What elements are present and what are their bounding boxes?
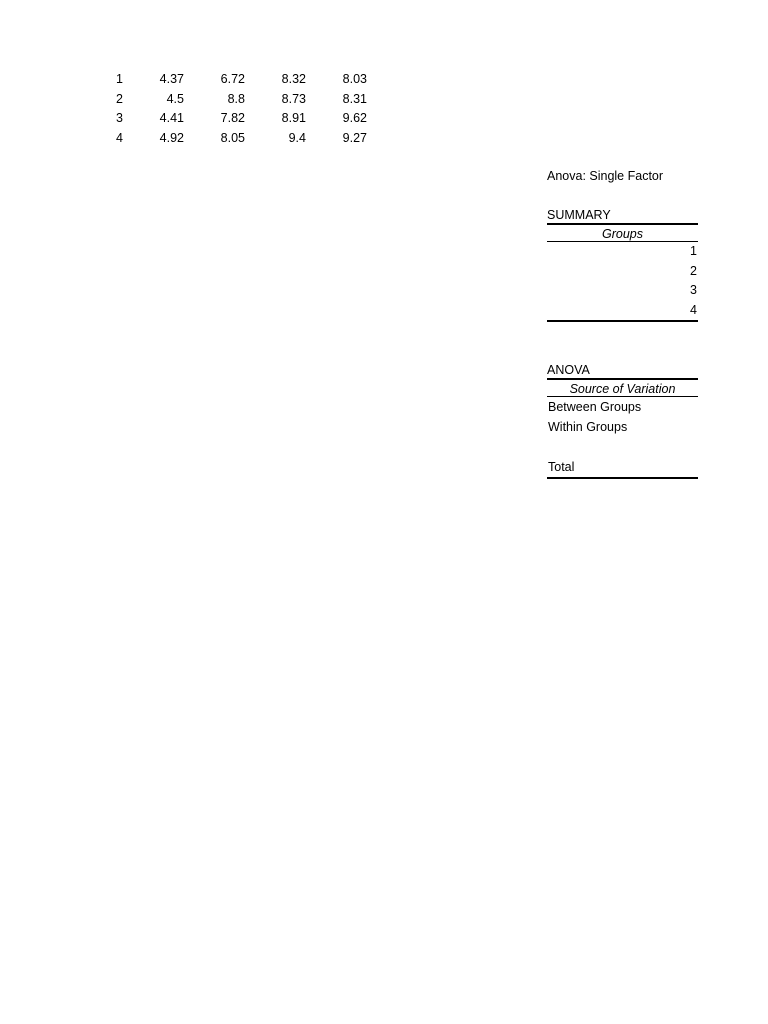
data-row [96, 90, 367, 110]
value-cell: 8.32 [281, 72, 306, 86]
row-id-cell: 2 [116, 91, 123, 106]
value-cell: 8.8 [227, 91, 245, 106]
anova-title: Anova: Single Factor [547, 169, 664, 183]
value-cell: 8.05 [220, 130, 245, 145]
anova-label: ANOVA [547, 363, 590, 377]
value-cell: 8.03 [342, 72, 367, 86]
data-row [96, 129, 367, 149]
value-cell: 8.91 [281, 111, 306, 125]
value-cell: 4.5 [166, 91, 184, 106]
group-row: 4 [690, 302, 697, 317]
anova-output [547, 166, 698, 479]
row-id-cell: 1 [116, 72, 123, 86]
summary-label: SUMMARY [547, 208, 611, 222]
value-cell: 7.82 [220, 111, 245, 125]
value-cell: 4.41 [159, 111, 184, 125]
row-id-cell: 3 [116, 111, 123, 125]
summary-group-list [547, 242, 698, 322]
blank-row [547, 437, 698, 457]
summary-groups-header: Groups [547, 223, 698, 242]
group-row: 2 [690, 263, 697, 278]
value-cell: 9.4 [288, 130, 306, 145]
group-row: 1 [690, 244, 697, 258]
total-row: Total [547, 457, 698, 479]
row-id-cell: 4 [116, 130, 123, 145]
section-spacer [547, 322, 698, 360]
data-table [96, 70, 367, 148]
value-cell: 6.72 [220, 72, 245, 86]
value-cell: 8.31 [342, 91, 367, 106]
source-row-within: Within Groups [548, 420, 628, 434]
value-cell: 9.27 [342, 130, 367, 145]
source-row-between: Between Groups [548, 400, 642, 414]
value-cell: 8.73 [281, 91, 306, 106]
value-cell: 4.37 [159, 72, 184, 86]
value-cell: 9.62 [342, 111, 367, 125]
data-row [96, 109, 367, 129]
value-cell: 4.92 [159, 130, 184, 145]
group-row: 3 [690, 283, 697, 297]
source-of-variation-header: Source of Variation [547, 378, 698, 397]
data-row [96, 70, 367, 90]
